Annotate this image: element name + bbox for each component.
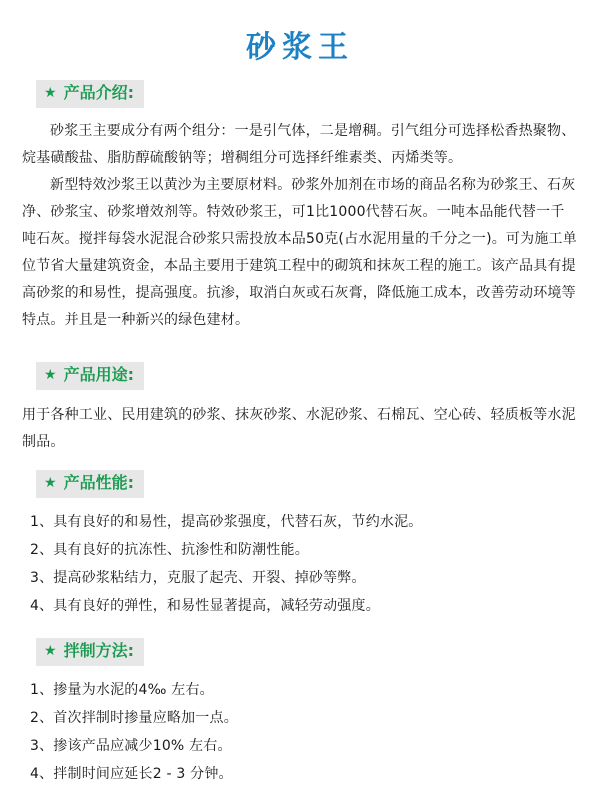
section-mixing-method — [22, 638, 578, 788]
performance-item-1: 1、具有良好的和易性，提高砂浆强度，代替石灰，节约水泥。 — [30, 514, 423, 530]
method-item-3: 3、掺该产品应减少10% 左右。 — [30, 738, 232, 754]
usage-paragraph: 用于各种工业、民用建筑的砂浆、抹灰砂浆、水泥砂浆、石棉瓦、空心砖、轻质板等水泥制品。 — [22, 407, 576, 450]
method-item-4: 4、拌制时间应延长2 - 3 分钟。 — [30, 766, 233, 782]
performance-item-4: 4、具有良好的弹性，和易性显著提高，减轻劳动强度。 — [30, 598, 380, 614]
method-item-2: 2、首次拌制时掺量应略加一点。 — [30, 710, 238, 726]
star-icon: ★ — [44, 475, 57, 491]
section-heading-performance-label: 产品性能: — [63, 473, 134, 492]
section-heading-usage — [36, 362, 144, 390]
section-product-intro — [22, 80, 578, 334]
section-heading-usage-label: 产品用途: — [63, 365, 134, 384]
performance-item-2: 2、具有良好的抗冻性、抗渗性和防潮性能。 — [30, 542, 309, 558]
intro-paragraph-2: 新型特效沙浆王以黄沙为主要原材料。砂浆外加剂在市场的商品名称为砂浆王、石灰净、砂浆宝、砂浆增效剂等。特效砂浆王，可1比1000代替石灰。一吨本品能代替一千吨石灰。搅拌每袋水泥混合砂浆只需投放本品50克(占水泥用量的千分之一)。可为施工单位节省大量建筑资金，本品主要用于建筑工程中的砌筑和抹灰工程的施工。该产品具有提高砂浆的和易性，提高强度。抗渗，取消白灰或石灰膏，降低施工成本，改善劳动环境等特点。并且是一种新兴的绿色建材。 — [22, 177, 577, 328]
section-heading-intro-label: 产品介绍: — [63, 83, 134, 102]
section-heading-performance — [36, 470, 144, 498]
page-title: 砂浆王 — [246, 30, 354, 65]
star-icon: ★ — [44, 643, 57, 659]
section-heading-intro — [36, 80, 144, 108]
section-product-usage — [22, 362, 578, 456]
performance-item-3: 3、提高砂浆粘结力，克服了起壳、开裂、掉砂等弊。 — [30, 570, 366, 586]
section-product-performance — [22, 470, 578, 620]
star-icon: ★ — [44, 85, 57, 101]
intro-paragraph-1: 砂浆王主要成分有两个组分：一是引气体，二是增稠。引气组分可选择松香热聚物、烷基磺酸盐、脂肪醇硫酸钠等；增稠组分可选择纤维素类、丙烯类等。 — [22, 123, 576, 166]
performance-list — [22, 508, 578, 620]
section-heading-method — [36, 638, 144, 666]
star-icon: ★ — [44, 367, 57, 383]
method-list — [22, 676, 578, 788]
method-item-1: 1、掺量为水泥的4‰ 左右。 — [30, 682, 214, 698]
section-heading-method-label: 拌制方法: — [63, 641, 134, 660]
